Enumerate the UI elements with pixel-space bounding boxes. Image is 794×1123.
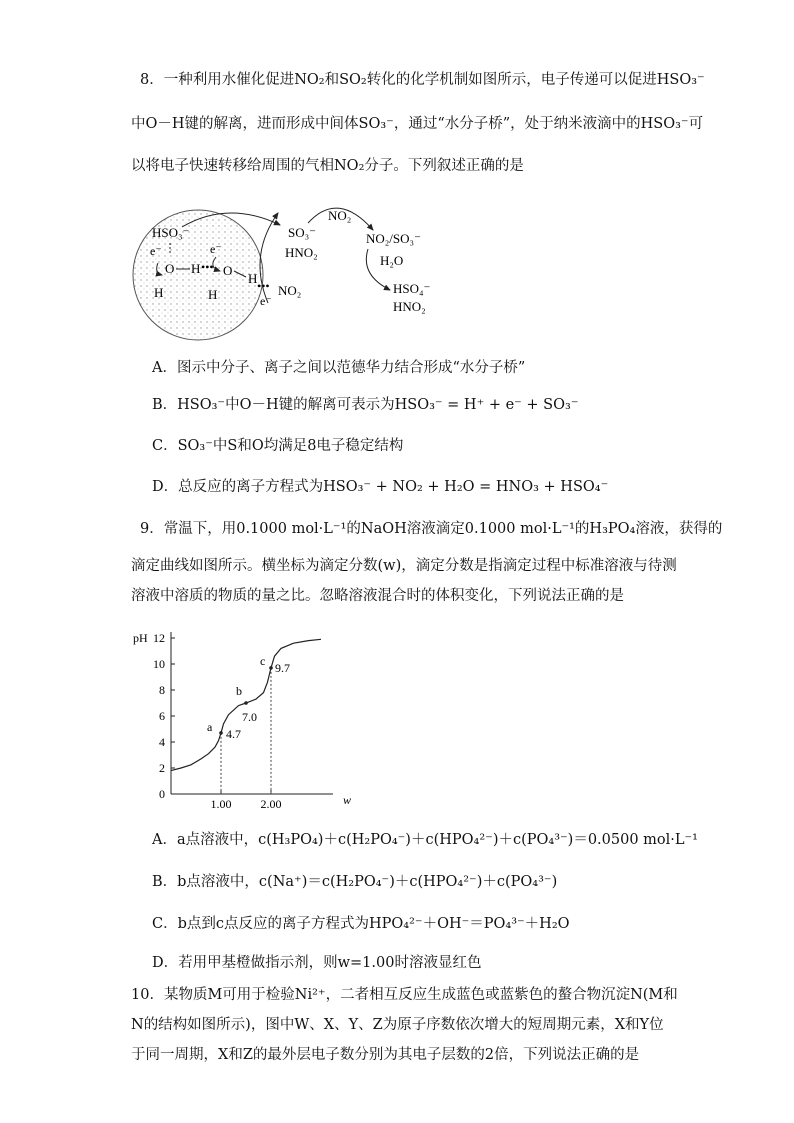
value-label-b: 7.0 xyxy=(242,710,257,724)
q9-line1: 9．常温下，用0.1000 mol·L⁻¹的NaOH溶液滴定0.1000 mol·L⁻¹的H₃PO₄溶液，获得的 xyxy=(140,521,723,537)
electron-label-1: e⁻ xyxy=(150,244,162,258)
y-tick-label: 8 xyxy=(159,683,165,697)
y-tick-label: 4 xyxy=(159,735,165,749)
point-label-b: b xyxy=(236,684,242,698)
q10-line1: 10．某物质M可用于检验Ni²⁺，二者相互反应生成蓝色或蓝紫色的螯合物沉淀N(M和 xyxy=(131,987,678,1003)
q8-line1: 8．一种利用水催化促进NO₂和SO₂转化的化学机制如图所示，电子传递可以促进HSO₃⁻ xyxy=(140,72,705,88)
y-tick-label: 12 xyxy=(153,631,165,645)
svg-text:•••: ••• xyxy=(257,279,270,293)
y-tick-label: 6 xyxy=(159,709,165,723)
point-a xyxy=(219,731,223,735)
x-tick-label: 2.00 xyxy=(260,797,282,811)
hydrogen-bridge: H xyxy=(191,261,201,276)
point-b xyxy=(244,701,248,705)
hydrogen-3: H xyxy=(248,271,258,286)
value-label-a: 4.7 xyxy=(226,726,241,741)
q8-option-a: A．图示中分子、离子之间以范德华力结合形成“水分子桥” xyxy=(152,360,526,376)
no2-inside: NO₂ xyxy=(278,283,302,298)
q10-line3: 于同一周期，X和Z的最外层电子数分别为其电子层数的2倍，下列说法正确的是 xyxy=(131,1047,640,1063)
mechanism-diagram xyxy=(128,195,448,345)
no2-so3-label: NO₂/SO₃⁻ xyxy=(366,231,421,246)
point-label-c: c xyxy=(260,653,266,668)
so3-label: SO₃⁻ xyxy=(288,225,317,240)
titration-curve xyxy=(171,639,321,770)
q9-option-b: B．b点溶液中，c(Na⁺)＝c(H₂PO₄⁻)＋c(HPO₄²⁻)＋c(PO₄³⁻) xyxy=(152,874,558,890)
q8-line2: 中O－H键的解离，进而形成中间体SO₃⁻，通过“水分子桥”，处于纳米液滴中的HSO₃⁻可 xyxy=(131,116,704,132)
q10-line2: N的结构如图所示)，图中W、X、Y、Z为原子序数依次增大的短周期元素，X和Y位 xyxy=(131,1017,664,1033)
q8-option-b: B．HSO₃⁻中O－H键的解离可表示为HSO₃⁻ = H⁺ + e⁻ + SO₃⁻ xyxy=(152,397,579,413)
x-tick-label: 1.00 xyxy=(210,797,232,811)
hydrogen-1: H xyxy=(154,285,164,300)
q9-line3: 溶液中溶质的物质的量之比。忽略溶液混合时的体积变化，下列说法正确的是 xyxy=(131,588,624,604)
y-axis-label: pH xyxy=(133,631,148,645)
q9-option-c: C．b点到c点反应的离子方程式为HPO₄²⁻＋OH⁻＝PO₄³⁻＋H₂O xyxy=(152,916,570,932)
hno2-label-a: HNO₂ xyxy=(285,245,318,260)
q9-option-d: D．若用甲基橙做指示剂，则w=1.00时溶液显红色 xyxy=(152,955,482,971)
hso3-label: HSO₃⁻ xyxy=(152,225,190,240)
value-label-c: 9.7 xyxy=(275,660,290,675)
y-tick-label: 10 xyxy=(153,657,165,671)
q9-line2: 滴定曲线如图所示。横坐标为滴定分数(w)，滴定分数是指滴定过程中标准溶液与待测 xyxy=(131,558,677,574)
titration-chart xyxy=(128,624,358,814)
x-axis-label: w xyxy=(343,793,352,807)
hno2-label-b: HNO₂ xyxy=(393,299,426,314)
oxygen-2: O xyxy=(223,263,233,278)
electron-label-2: e⁻ xyxy=(210,242,222,256)
electron-label-3: e⁻ xyxy=(260,294,272,308)
q8-line3: 以将电子快速转移给周围的气相NO₂分子。下列叙述正确的是 xyxy=(131,158,524,174)
svg-text:•••: ••• xyxy=(201,260,214,274)
hso4-label: HSO₄⁻ xyxy=(393,281,431,296)
y-tick-label: 2 xyxy=(159,761,165,775)
q9-option-a: A．a点溶液中，c(H₃PO₄)＋c(H₂PO₄⁻)＋c(HPO₄²⁻)＋c(PO₄³⁻)＝0.0500 mol·L⁻¹ xyxy=(152,832,698,848)
h2o-label: H₂O xyxy=(380,253,404,268)
no2-top-label: NO₂ xyxy=(328,208,352,223)
oxygen-1: O xyxy=(165,261,175,276)
y-tick-label: 0 xyxy=(159,787,165,801)
hydrogen-2: H xyxy=(208,287,218,302)
q8-option-d: D．总反应的离子方程式为HSO₃⁻ + NO₂ + H₂O = HNO₃ + HSO₄⁻ xyxy=(152,479,609,495)
point-c xyxy=(269,666,273,670)
q8-option-c: C．SO₃⁻中S和O均满足8电子稳定结构 xyxy=(152,438,404,454)
point-label-a: a xyxy=(207,719,213,734)
